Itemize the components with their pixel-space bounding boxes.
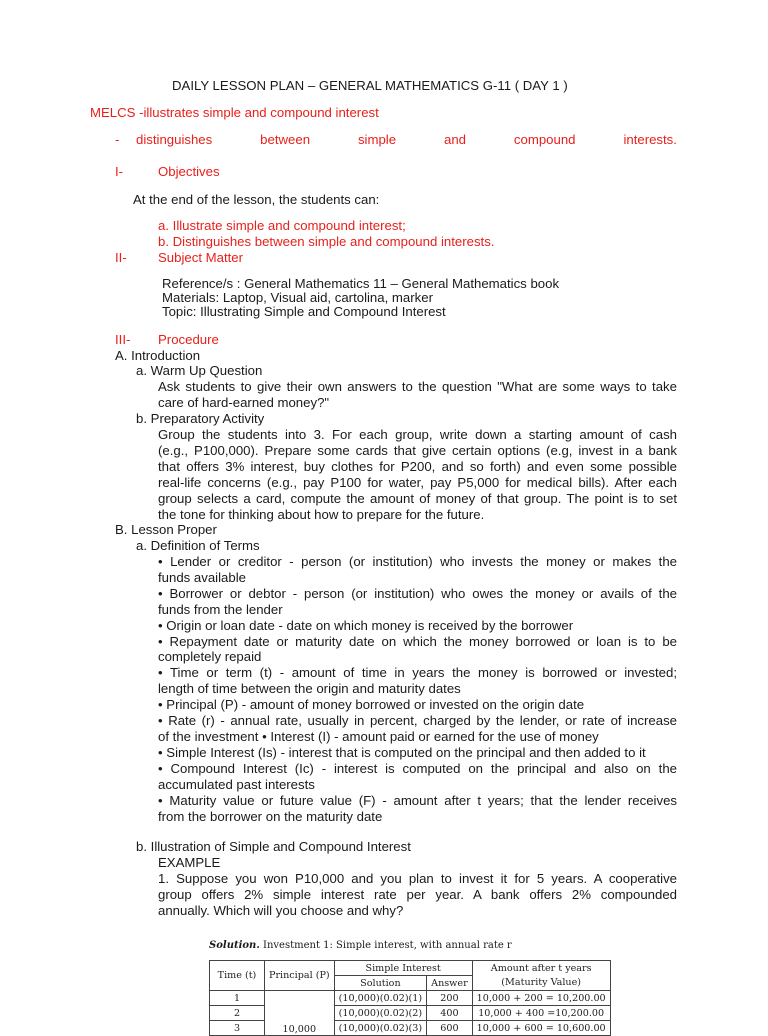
section-number: II- xyxy=(115,250,127,265)
text-line: the tone for thinking about how to prepare for the future. xyxy=(158,506,485,522)
subject-heading: Subject Matter xyxy=(158,250,244,265)
text-line: • Lender or creditor - person (or institution) who invests the money or makes the xyxy=(158,554,677,569)
melcs-word: distinguishes xyxy=(136,132,213,147)
illustration-label: b. Illustration of Simple and Compound Interest xyxy=(136,839,411,854)
reference-line: Reference/s : General Mathematics 11 – General Mathematics book xyxy=(162,276,560,291)
preparatory-text xyxy=(158,427,677,538)
definition-label: a. Definition of Terms xyxy=(136,538,260,553)
solution-caption xyxy=(209,940,512,951)
melcs-word: simple xyxy=(357,132,397,147)
text-line: group offers 2% simple interest rate per year. A bank offers 2% compounded xyxy=(158,886,677,902)
introduction-label: A. Introduction xyxy=(115,348,201,363)
melcs-word: between xyxy=(260,132,311,147)
materials-line: Materials: Laptop, Visual aid, cartolina, marker xyxy=(162,290,433,305)
text-line: Group the students into 3. For each group, write down a starting amount of cash xyxy=(158,427,677,442)
text-line: • Maturity value or future value (F) - amount after t years; that the lender receives xyxy=(158,792,677,808)
table-cell: 400 xyxy=(427,1006,473,1021)
text-line: accumulated past interests xyxy=(158,776,315,792)
text-line: funds available xyxy=(158,569,246,585)
melcs-word: interests. xyxy=(623,132,677,147)
solution-label: Solution. xyxy=(209,940,260,951)
table-cell: 1 xyxy=(210,991,265,1006)
text-line: • Simple Interest (Is) - interest that is computed on the principal and then added to it xyxy=(158,744,646,760)
text-line: real-life concerns (e.g., pay P100 for water, pay P5,000 for medical bills). After each xyxy=(158,474,677,490)
text-line: funds from the lender xyxy=(158,601,283,617)
text-line: length of time between the origin and maturity dates xyxy=(158,681,461,697)
text-line: • Origin or loan date - date on which money is received by the borrower xyxy=(158,617,574,633)
column-header: Solution xyxy=(334,976,427,991)
melcs-bullet: - xyxy=(115,132,120,147)
preparatory-label: b. Preparatory Activity xyxy=(136,411,265,426)
table-cell: 3 xyxy=(210,1021,265,1036)
text-line: (e.g., P100,000). Prepare some cards that give certain options (e.g, invest in a bank xyxy=(158,442,677,458)
table-cell: (10,000)(0.02)(3) xyxy=(334,1021,427,1036)
text-line: that offers 3% interest, buy clothes for P200, and so forth) and even some possible xyxy=(158,458,677,474)
table-cell: 10,000 + 400 =10,200.00 xyxy=(472,1006,610,1021)
table-cell: 600 xyxy=(427,1021,473,1036)
text-line: 1. Suppose you won P10,000 and you plan to invest it for 5 years. A cooperative xyxy=(158,871,677,886)
text-line: Ask students to give their own answers to the question "What are some ways to take xyxy=(158,379,677,394)
simple-interest-table xyxy=(209,960,611,1036)
table-header-row xyxy=(210,961,611,976)
section-number: I- xyxy=(115,164,124,179)
solution-caption-text: Investment 1: Simple interest, with annual rate r xyxy=(259,940,512,951)
topic-line: Topic: Illustrating Simple and Compound Interest xyxy=(162,304,446,319)
text-line: • Rate (r) - annual rate, usually in percent, charged by the lender, or rate of increase xyxy=(158,713,677,729)
melcs-word: and xyxy=(443,132,466,147)
text-line: of the investment • Interest (I) - amount paid or earned for the use of money xyxy=(158,728,599,744)
table-cell: 10,000 xyxy=(265,991,335,1036)
warmup-label: a. Warm Up Question xyxy=(136,363,263,378)
section-number: III- xyxy=(115,332,131,347)
objective-item: a. Illustrate simple and compound interest; xyxy=(158,218,406,233)
column-header: (Maturity Value) xyxy=(472,976,610,991)
text-line: group selects a card, compute the amount of money of that group. The point is to set xyxy=(158,490,677,506)
text-line: • Compound Interest (Ic) - interest is computed on the principal and also on the xyxy=(158,760,677,776)
column-header: Principal (P) xyxy=(265,961,335,991)
text-line: from the borrower on the maturity date xyxy=(158,808,383,824)
definitions-text xyxy=(158,554,677,840)
table-cell: (10,000)(0.02)(2) xyxy=(334,1006,427,1021)
text-line: • Time or term (t) - amount of time in years the money is borrowed or invested; xyxy=(158,665,677,681)
table-cell: 10,000 + 200 = 10,200.00 xyxy=(472,991,610,1006)
text-line: care of hard-earned money?" xyxy=(158,394,330,410)
text-line: completely repaid xyxy=(158,649,262,665)
objective-item: b. Distinguishes between simple and compound interests. xyxy=(158,234,495,249)
page-title: DAILY LESSON PLAN – GENERAL MATHEMATICS G-11 ( DAY 1 ) xyxy=(172,78,568,93)
melcs-line: MELCS -illustrates simple and compound interest xyxy=(90,105,379,120)
table-cell: 10,000 + 600 = 10,600.00 xyxy=(472,1021,610,1036)
example-text xyxy=(158,871,677,935)
column-header: Time (t) xyxy=(210,961,265,991)
column-header: Answer xyxy=(427,976,473,991)
text-line: annually. Which will you choose and why? xyxy=(158,902,404,918)
table-cell: 200 xyxy=(427,991,473,1006)
table-cell: (10,000)(0.02)(1) xyxy=(334,991,427,1006)
table-cell: 2 xyxy=(210,1006,265,1021)
text-line: • Borrower or debtor - person (or institution) who owes the money or avails of the xyxy=(158,585,677,601)
column-header: Simple Interest xyxy=(334,961,472,976)
melcs-competency xyxy=(136,132,677,147)
objectives-heading: Objectives xyxy=(158,164,220,179)
lesson-proper-label: B. Lesson Proper xyxy=(115,522,217,537)
objectives-intro: At the end of the lesson, the students can: xyxy=(133,192,380,207)
text-line: • Principal (P) - amount of money borrowed or invested on the origin date xyxy=(158,697,585,713)
column-header: Amount after t years xyxy=(472,961,610,976)
melcs-word: compound xyxy=(513,132,576,147)
text-line: • Repayment date or maturity date on which the money borrowed or loan is to be xyxy=(158,633,677,649)
procedure-heading: Procedure xyxy=(158,332,219,347)
table-row xyxy=(210,991,611,1006)
example-label: EXAMPLE xyxy=(158,855,221,870)
